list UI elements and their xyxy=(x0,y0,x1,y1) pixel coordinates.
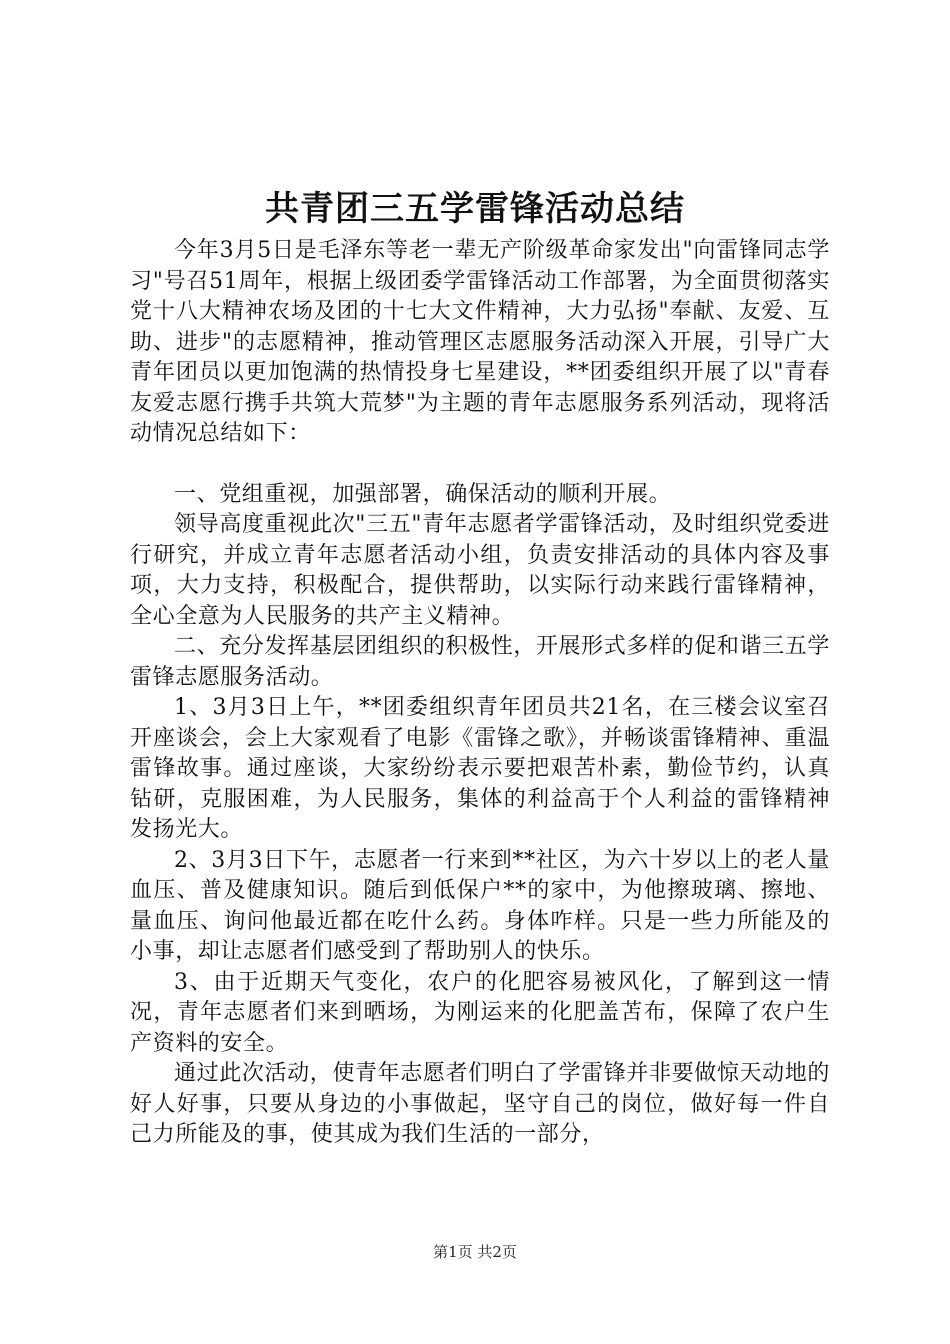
paragraph-item-1: 1、3月3日上午，**团委组织青年团员共21名，在三楼会议室召开座谈会，会上大家观看了电影《雷锋之歌》，并畅谈雷锋精神、重温雷锋故事。通过座谈，大家纷纷表示要把艰苦朴素，勤俭节约，认真钻研，克服困难，为人民服务，集体的利益高于个人利益的雷锋精神发扬光大。 xyxy=(130,695,830,842)
document-body xyxy=(130,236,830,1151)
paragraph-intro: 今年3月5日是毛泽东等老一辈无产阶级革命家发出"向雷锋同志学习"号召51周年，根据上级团委学雷锋活动工作部署，为全面贯彻落实党十八大精神农场及团的十七大文件精神，大力弘扬"奉献、友爱、互助、进步"的志愿精神，推动管理区志愿服务活动深入开展，引导广大青年团员以更加饱满的热情投身七星建设，**团委组织开展了以"青春友爱志愿行携手共筑大荒梦"为主题的青年志愿服务系列活动，现将活动情况总结如下： xyxy=(130,238,830,446)
document-title: 共青团三五学雷锋活动总结 xyxy=(265,189,685,229)
paragraph-item-3: 3、由于近期天气变化，农户的化肥容易被风化，了解到这一情况，青年志愿者们来到晒场，为刚运来的化肥盖苫布，保障了农户生产资料的安全。 xyxy=(130,969,830,1056)
section-heading-1: 一、党组重视，加强部署，确保活动的顺利开展。 xyxy=(174,481,672,507)
paragraph-spacer xyxy=(130,450,830,480)
page-footer: 第1页 共2页 xyxy=(433,1243,517,1261)
paragraph-section-1: 领导高度重视此次"三五"青年志愿者学雷锋活动，及时组织党委进行研究，并成立青年志愿者活动小组，负责安排活动的具体内容及事项，大力支持，积极配合，提供帮助，以实际行动来践行雷锋精神，全心全意为人民服务的共产主义精神。 xyxy=(130,512,830,629)
paragraph-conclusion: 通过此次活动，使青年志愿者们明白了学雷锋并非要做惊天动地的好人好事，只要从身边的小事做起，坚守自己的岗位，做好每一件自己力所能及的事，使其成为我们生活的一部分， xyxy=(130,1061,830,1147)
section-heading-2: 二、充分发挥基层团组织的积极性，开展形式多样的促和谐三五学雷锋志愿服务活动。 xyxy=(130,634,830,690)
paragraph-item-2: 2、3月3日下午，志愿者一行来到**社区，为六十岁以上的老人量血压、普及健康知识。随后到低保户**的家中，为他擦玻璃、擦地、量血压、询问他最近都在吃什么药。身体咋样。只是一些力所能及的小事，却让志愿者们感受到了帮助别人的快乐。 xyxy=(130,847,830,964)
